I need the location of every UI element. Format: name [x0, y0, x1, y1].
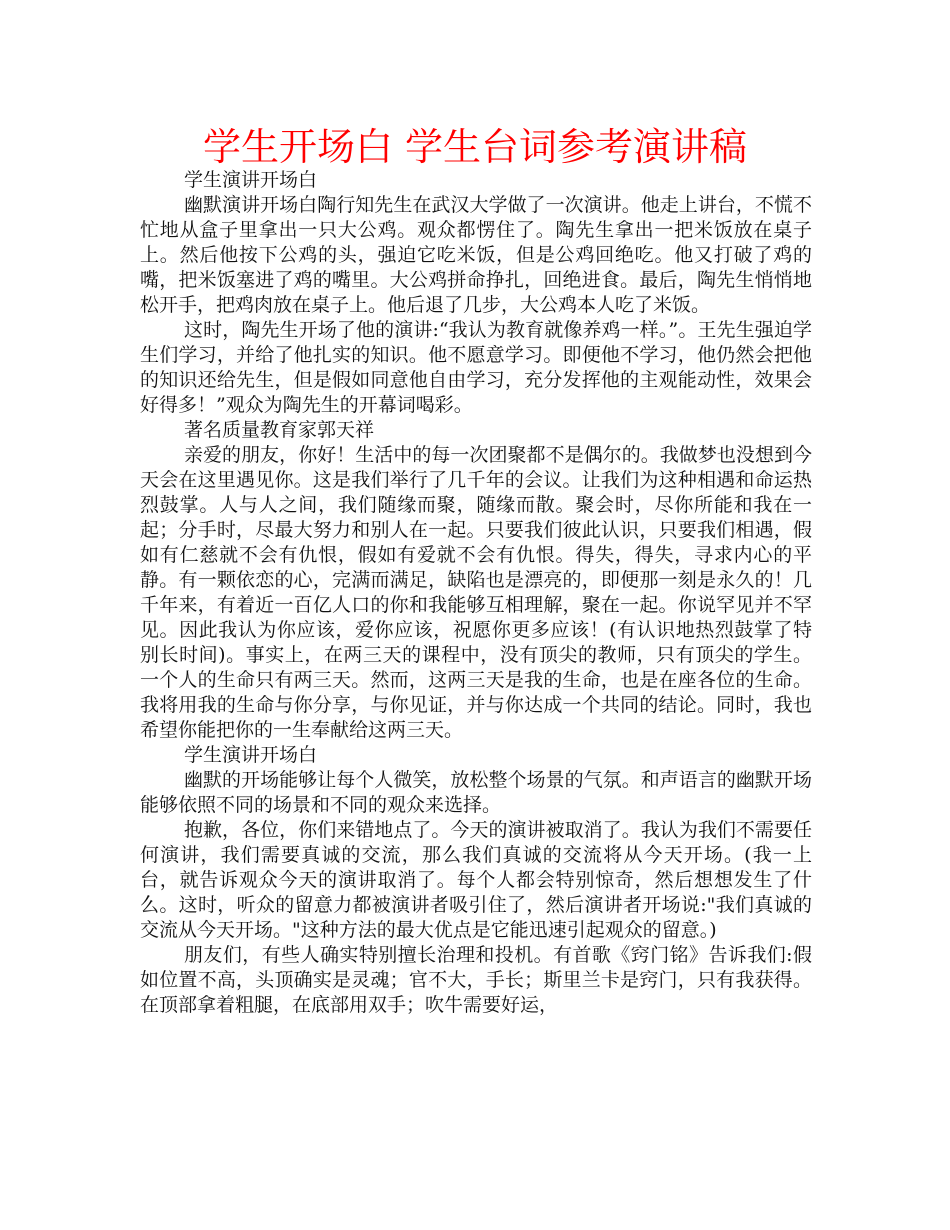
paragraph: 抱歉，各位，你们来错地点了。今天的演讲被取消了。我认为我们不需要任何演讲，我们需要真诚的交流，那么我们真诚的交流将从今天开场。(我一上台，就告诉观众今天的演讲取消了。每个人都会特别惊奇，然后想想发生了什么。这时，听众的留意力都被演讲者吸引住了，然后演讲者开场说:"我们真诚的交流从今天开场。"这种方法的最大优点是它能迅速引起观众的留意。) — [140, 819, 812, 941]
document-body — [140, 168, 812, 1018]
paragraph: 亲爱的朋友，你好！生活中的每一次团聚都不是偶尔的。我做梦也没想到今天会在这里遇见你。这是我们举行了几千年的会议。让我们为这种相遇和命运热烈鼓掌。人与人之间，我们随缘而聚，随缘而散。聚会时，尽你所能和我在一起；分手时，尽最大努力和别人在一起。只要我们彼此认识，只要我们相遇，假如有仁慈就不会有仇恨，假如有爱就不会有仇恨。得失，得失，寻求内心的平静。有一颗依恋的心，完满而满足，缺陷也是漂亮的，即便那一刻是永久的！几千年来，有着近一百亿人口的你和我能够互相理解，聚在一起。你说罕见并不罕见。因此我认为你应该，爱你应该，祝愿你更多应该！(有认识地热烈鼓掌了特别长时间)。事实上，在两三天的课程中，没有顶尖的教师，只有顶尖的学生。一个人的生命只有两三天。然而，这两三天是我的生命，也是在座各位的生命。我将用我的生命与你分享，与你见证，并与你达成一个共同的结论。同时，我也希望你能把你的一生奉献给这两三天。 — [140, 444, 812, 741]
section-heading: 学生演讲开场白 — [184, 744, 318, 766]
section-heading: 著名质量教育家郭天祥 — [184, 419, 375, 441]
paragraph: 幽默演讲开场白陶行知先生在武汉大学做了一次演讲。他走上讲台，不慌不忙地从盒子里拿出一只大公鸡。观众都愣住了。陶先生拿出一把米饭放在桌子上。然后他按下公鸡的头，强迫它吃米饭，但是公鸡回绝吃。他又打破了鸡的嘴，把米饭塞进了鸡的嘴里。大公鸡拼命挣扎，回绝进食。最后，陶先生悄悄地松开手，把鸡肉放在桌子上。他后退了几步，大公鸡本人吃了米饭。 — [140, 194, 812, 316]
paragraph: 这时，陶先生开场了他的演讲:“我认为教育就像养鸡一样。”。王先生强迫学生们学习，并给了他扎实的知识。他不愿意学习。即便他不学习，他仍然会把他的知识还给先生，但是假如同意他自由学习，充分发挥他的主观能动性，效果会好得多！”观众为陶先生的开幕词喝彩。 — [140, 319, 812, 416]
paragraph: 幽默的开场能够让每个人微笑，放松整个场景的气氛。和声语言的幽默开场能够依照不同的场景和不同的观众来选择。 — [140, 769, 812, 816]
document-title: 学生开场白 学生台词参考演讲稿 — [202, 125, 748, 169]
section-heading: 学生演讲开场白 — [184, 169, 318, 191]
paragraph: 朋友们，有些人确实特别擅长治理和投机。有首歌《窍门铭》告诉我们:假如位置不高，头顶确实是灵魂；官不大，手长；斯里兰卡是窍门，只有我获得。在顶部拿着粗腿，在底部用双手；吹牛需要好运， — [140, 944, 812, 1016]
